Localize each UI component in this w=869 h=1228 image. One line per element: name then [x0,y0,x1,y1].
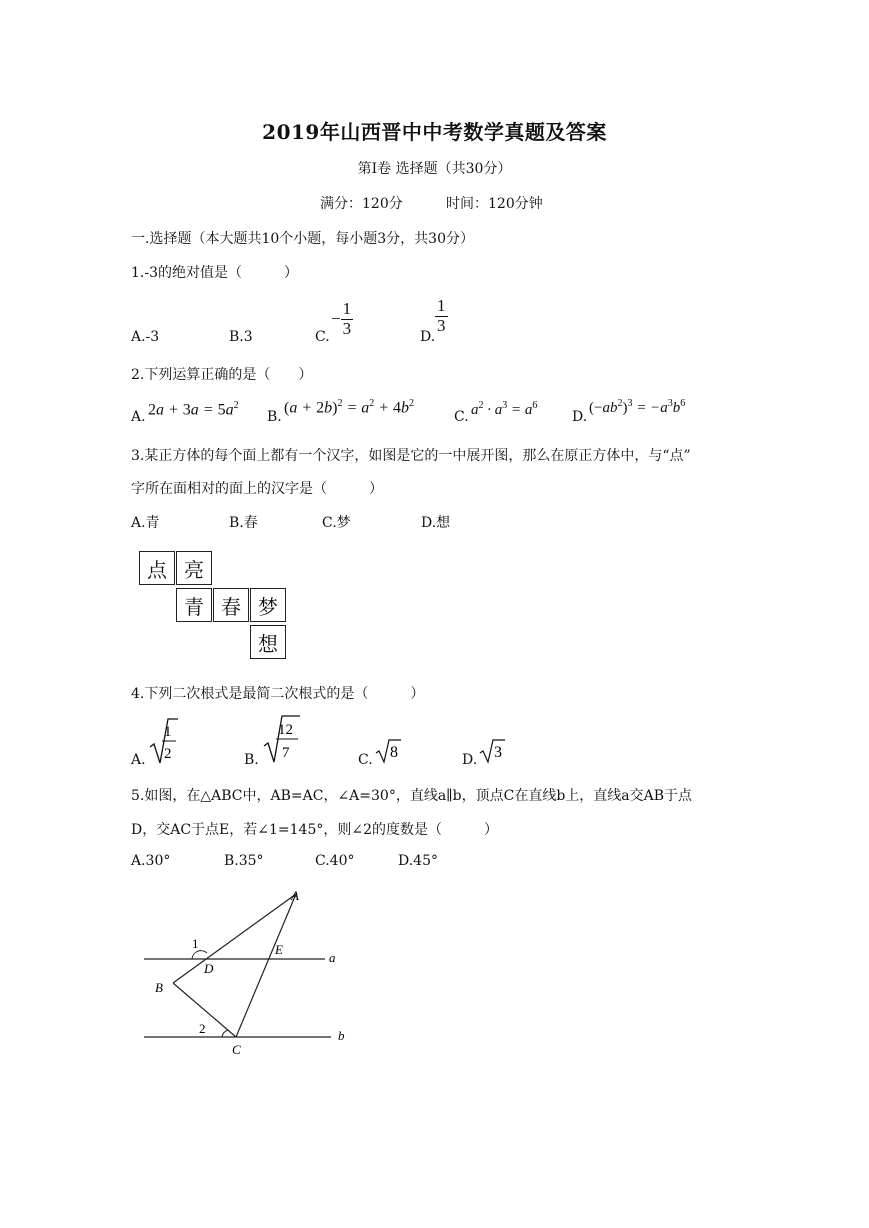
label-line-b: b [338,1028,345,1043]
fraction-numerator: 1 [342,299,352,318]
q4-option-a-math [148,717,178,769]
label-b-vertex: B [155,980,163,995]
radicand: 3 [494,744,502,761]
q5-option-d: D.45° [398,853,438,869]
angle-2-arc [222,1030,228,1037]
q2-option-b: B. [267,409,282,425]
q1-option-d-math [435,297,448,335]
full-score: 满分：120分 [320,196,403,212]
q3-option-d: D.想 [421,515,451,531]
q2-option-a: A. [131,409,146,425]
q5-stem-line1: 5.如图，在△ABC中，AB=AC，∠A=30°，直线a∥b，顶点C在直线b上，直线a交AB于点 [131,788,693,804]
q4-option-b-math [262,714,302,768]
label-d-point: D [204,961,214,976]
q2-option-d: D. [572,409,588,425]
radical-sign [478,738,506,764]
q1-option-c-math [331,300,353,338]
net-cell-qing: 青 [176,588,212,622]
q3-stem-line1: 3.某正方体的每个面上都有一个汉字，如图是它的一中展开图，那么在原正方体中，与“点” [131,448,691,464]
radicand-numerator: 1 [164,724,172,740]
triangle-figure [135,882,375,1062]
net-cell-xiang: 想 [250,625,286,659]
label-e-point: E [275,942,283,957]
radical-sign [374,738,402,764]
fraction-numerator: 1 [437,296,446,315]
q4-option-d-math [478,738,506,768]
q1-option-c: C. [315,329,330,345]
radical-sign [262,714,302,764]
radical-sign [148,717,178,765]
net-cell-dian: 点 [139,551,175,585]
q2-stem: 2.下列运算正确的是（ ） [131,367,313,383]
label-line-a: a [329,950,336,965]
net-cell-chun: 春 [213,588,249,622]
q3-option-b: B.春 [229,515,258,531]
label-c-vertex: C [232,1042,241,1057]
page-subtitle: 第Ⅰ卷 选择题（共30分） [357,161,512,177]
q3-stem-line2: 字所在面相对的面上的汉字是（ ） [131,481,383,497]
exam-time: 时间：120分钟 [446,196,543,212]
q5-option-b: B.35° [224,853,264,869]
q3-option-c: C.梦 [322,515,351,531]
angle-1-arc [192,951,207,959]
q5-option-a: A.30° [131,853,171,869]
net-cell-meng: 梦 [250,588,286,622]
label-angle-1: 1 [192,936,199,951]
label-a-vertex: A [291,888,299,903]
net-cell-liang: 亮 [176,551,212,585]
section-heading: 一.选择题（本大题共10个小题，每小题3分，共30分） [131,231,474,247]
q4-option-c-math [374,738,402,768]
fraction-denominator: 3 [342,318,352,338]
q2-option-d-math: $(-ab^2)^3 = -a^3b^6$ [589,398,686,416]
q4-option-d: D. [462,752,478,768]
q1-option-b: B.3 [229,329,253,345]
q2-option-a-math: $2a + 3a = 5a^2$ [148,400,239,419]
q4-stem: 4.下列二次根式是最简二次根式的是（ ） [131,686,425,702]
radicand: 8 [390,744,398,761]
q4-option-a: A. [131,752,146,768]
fraction [341,300,354,338]
q4-option-c: C. [358,752,373,768]
q2-option-b-math: $(a + 2b)^2 = a^2 + 4b^2$ [284,398,415,417]
radicand-numerator: 12 [278,722,293,738]
label-angle-2: 2 [199,1021,206,1036]
q4-option-b: B. [244,752,259,768]
q1-stem: 1.-3的绝对值是（ ） [131,265,298,281]
minus-sign: − [331,309,341,329]
fraction-denominator: 3 [437,315,446,335]
q5-option-c: C.40° [315,853,355,869]
q1-option-d: D. [420,329,436,345]
q3-option-a: A.青 [131,515,160,531]
q2-option-c: C. [454,409,469,425]
radicand-denominator: 2 [164,746,172,762]
q5-stem-line2: D，交AC于点E，若∠1=145°，则∠2的度数是（ ） [131,822,498,838]
q1-option-a: A.-3 [131,329,160,345]
radicand-denominator: 7 [282,745,290,761]
page-title: 2019年山西晋中中考数学真题及答案 [262,120,607,144]
q2-option-c-math: $a^2 \cdot a^3 = a^6$ [471,400,538,418]
fraction [435,297,448,335]
